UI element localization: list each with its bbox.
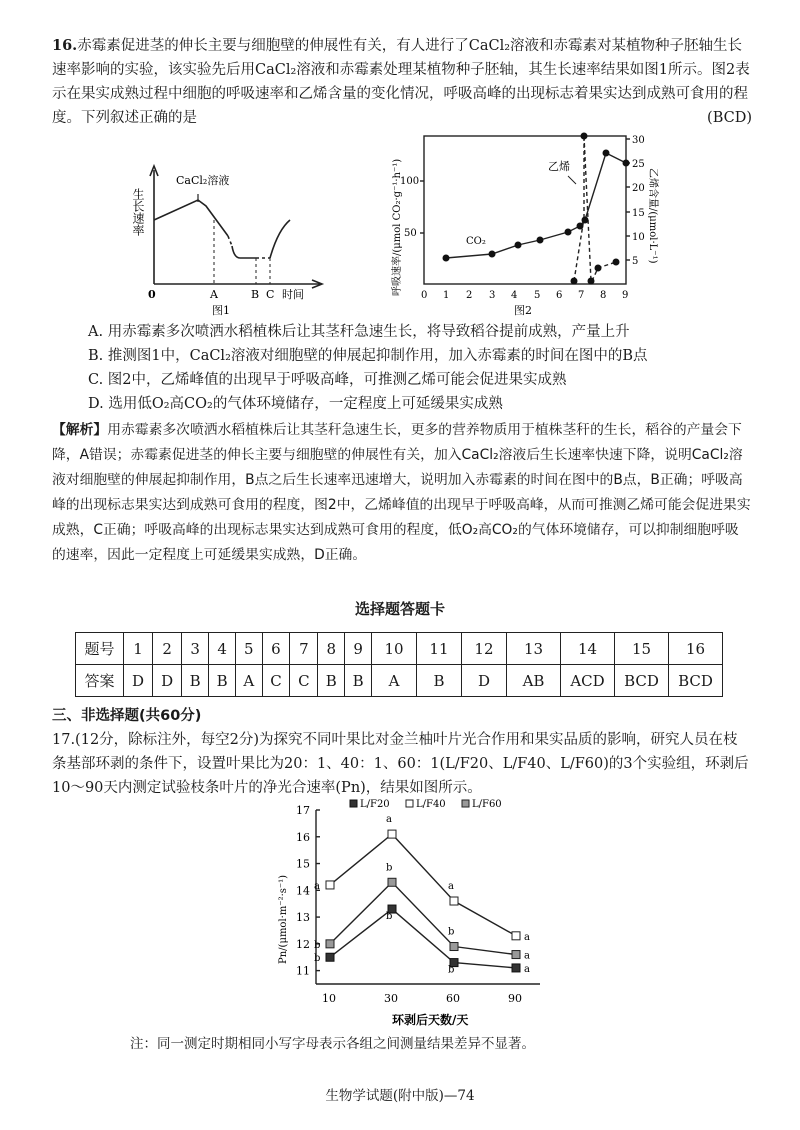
series-line-L/F40 (330, 834, 516, 936)
fig2-x-tick: 2 (466, 290, 473, 301)
fig2-x-tick: 6 (556, 290, 563, 301)
data-point-L/F40 (326, 881, 334, 889)
data-point-L/F60 (450, 943, 458, 951)
x-axis-label: 环剥后天数/天 (392, 1013, 469, 1027)
legend-label: L/F20 (360, 799, 390, 810)
section-3-heading: 三、非选择题(共60分) (52, 708, 202, 724)
data-point-L/F60 (388, 878, 396, 886)
chart-note: 注：同一测定时期相同小写字母表示各组之间测量结果差异不显著。 (130, 1036, 535, 1052)
fig2-caption: 图2 (514, 304, 532, 317)
fig2-x-tick: 5 (534, 290, 541, 301)
y-tick-label: 14 (296, 884, 310, 898)
number-cell: 15 (615, 633, 669, 665)
number-cell: 13 (507, 633, 561, 665)
significance-letter: a (524, 950, 530, 962)
fig1-caption: 图1 (212, 304, 230, 317)
number-cell: 14 (561, 633, 615, 665)
answer-cell: B (345, 665, 372, 697)
answer-cell: B (417, 665, 462, 697)
data-point-L/F40 (512, 932, 520, 940)
data-point-L/F40 (450, 897, 458, 905)
question-16-stem (52, 34, 752, 130)
data-point-L/F60 (326, 940, 334, 948)
number-cell: 3 (182, 633, 209, 665)
y-tick-label: 11 (296, 964, 310, 978)
question-16-text: 赤霉素促进茎的伸长主要与细胞壁的伸展性有关，有人进行了CaCl₂溶液和赤霉素对某植物种子胚轴生长速率影响的实验，该实验先后用CaCl₂溶液和赤霉素处理某植物种子胚轴，其生长速率结果如图1所示。图2表示在果实成熟过程中细胞的呼吸速率和乙烯含量的变化情况，呼吸高峰的出现标志着果实达到成熟可食用的程度。下列叙述正确的是 (52, 38, 750, 126)
significance-letter: a (524, 931, 530, 943)
fig1-origin: 0 (148, 288, 156, 301)
question-16-option-d: D. 选用低O₂高CO₂的气体环境储存，一定程度上可延缓果实成熟 (88, 396, 503, 412)
fig2-yl-tick-100: 100 (400, 176, 420, 187)
legend-marker (462, 800, 469, 807)
question-16-option-c: C. 图2中，乙烯峰值的出现早于呼吸高峰，可推测乙烯可能会促进果实成熟 (88, 372, 567, 388)
answer-cell: C (290, 665, 318, 697)
answer-cell: BCD (615, 665, 669, 697)
figure-1 (130, 158, 330, 318)
significance-letter: b (448, 926, 455, 938)
significance-letter: b (448, 964, 455, 976)
data-point-L/F20 (512, 964, 520, 972)
data-point-L/F20 (326, 953, 334, 961)
question-16-answer: (BCD) (707, 110, 752, 126)
y-tick-label: 13 (296, 911, 310, 925)
y-tick-label: 15 (296, 857, 310, 871)
fig2-yr-tick-30: 30 (632, 135, 645, 146)
significance-letter: a (524, 963, 530, 975)
x-tick-label: 90 (508, 992, 522, 1005)
x-tick-label: 30 (384, 992, 398, 1005)
answer-cell: C (262, 665, 290, 697)
fig2-yr-tick-5: 5 (632, 256, 639, 267)
x-tick-label: 10 (322, 992, 336, 1005)
question-16-analysis (52, 418, 752, 568)
y-axis-label: Pn/(μmol·m⁻²·s⁻¹) (278, 874, 289, 964)
fig2-x-tick: 0 (421, 290, 428, 301)
analysis-label: 【解析】 (52, 422, 108, 438)
number-cell: 4 (209, 633, 236, 665)
significance-letter: a (386, 814, 392, 826)
x-tick-label: 60 (446, 992, 460, 1005)
legend-marker (350, 800, 357, 807)
fig2-ethylene-label: 乙烯 (548, 160, 570, 173)
answer-card-answer-row (76, 665, 723, 697)
number-cell: 10 (372, 633, 417, 665)
number-cell: 2 (153, 633, 182, 665)
answer-card-number-row (76, 633, 723, 665)
fig2-x-tick: 3 (489, 290, 496, 301)
fig1-tick-a: A (210, 288, 218, 301)
answer-cell: BCD (669, 665, 723, 697)
answer-cell: B (182, 665, 209, 697)
number-cell: 5 (236, 633, 262, 665)
answer-cell: ACD (561, 665, 615, 697)
significance-letter: b (314, 939, 321, 951)
number-cell: 6 (262, 633, 290, 665)
legend-marker (406, 800, 413, 807)
significance-letter: b (386, 911, 393, 923)
fig1-annotation: CaCl₂溶液 (176, 174, 230, 187)
answer-card-title: 选择题答题卡 (354, 600, 445, 618)
analysis-text: 用赤霉素多次喷洒水稻植株后让其茎秆急速生长，更多的营养物质用于植株茎秆的生长，稻谷的产量会下降，A错误；赤霉素促进茎的伸长主要与细胞壁的伸展性有关，加入CaCl₂溶液后生长速率快速下降，说明CaCl₂溶液对细胞壁的伸展起抑制作用，B点之后生长速率迅速增大，说明加入赤霉素的时间在图中的B点，B正确；呼吸高峰的出现标志果实达到成熟可食用的程度，图2中，乙烯峰值的出现早于呼吸高峰，从而可推测乙烯可能会促进果实成熟，C正确；呼吸高峰的出现标志果实达到成熟可食用的程度，低O₂高CO₂的气体环境储存，可以抑制细胞呼吸的速率，因此一定程度上可延缓果实成熟，D正确。 (52, 422, 751, 563)
answer-cell: D (153, 665, 182, 697)
answer-cell: D (124, 665, 153, 697)
significance-letter: b (386, 862, 393, 874)
fig2-yr-tick-15: 15 (632, 208, 645, 219)
number-cell: 16 (669, 633, 723, 665)
significance-letter: a (314, 880, 320, 892)
fig1-xlabel: 时间 (282, 288, 304, 301)
fig2-ylabel-left: 呼吸速率/(μmol CO₂·g⁻¹·h⁻¹) (392, 158, 403, 296)
answer-cell: D (461, 665, 506, 697)
significance-letter: a (448, 881, 454, 893)
number-cell: 12 (461, 633, 506, 665)
fig2-x-tick: 9 (622, 290, 629, 301)
number-cell: 9 (345, 633, 372, 665)
fig1-tick-b: B (251, 288, 260, 301)
fig2-x-ticks (421, 290, 628, 301)
question-17-stem: 17.(12分，除标注外，每空2分)为探究不同叶果比对金兰柚叶片光合作用和果实品质的影响，研究人员在枝条基部环剥的条件下，设置叶果比为20：1、40：1、60：1(L/F20、L/F40、L/F60)的3个实验组，环剥后10～90天内测定试验枝条叶片的净光合速率(Pn)，结果如图所示。 (52, 732, 749, 796)
answer-card-table (75, 632, 723, 697)
fig1-tick-c: C (266, 288, 275, 301)
y-tick-label: 12 (296, 937, 310, 951)
legend-label: L/F40 (416, 799, 446, 810)
answer-cell: B (209, 665, 236, 697)
number-cell: 11 (417, 633, 462, 665)
question-16-number: 16. (52, 37, 78, 54)
fig2-yr-tick-25: 25 (632, 159, 645, 170)
row-label: 答案 (76, 665, 124, 697)
fig2-x-tick: 4 (511, 290, 518, 301)
number-cell: 8 (318, 633, 345, 665)
answer-cell: AB (507, 665, 561, 697)
legend-label: L/F60 (472, 799, 502, 810)
fig2-co2-label: CO₂ (466, 236, 486, 247)
answer-cell: A (236, 665, 262, 697)
number-cell: 7 (290, 633, 318, 665)
fig1-ylabel: 生长速率 (131, 188, 145, 236)
fig2-x-tick: 7 (578, 290, 585, 301)
fig2-yl-tick-50: 50 (404, 228, 417, 239)
fig2-x-tick: 8 (600, 290, 607, 301)
answer-cell: A (372, 665, 417, 697)
y-tick-label: 16 (296, 830, 310, 844)
number-cell: 1 (124, 633, 153, 665)
page-footer: 生物学试题(附中版)—74 (325, 1088, 475, 1104)
series-line-L/F60 (330, 882, 516, 954)
data-point-L/F40 (388, 830, 396, 838)
fig2-ylabel-right: 乙烯含量/(μmol·L⁻¹) (647, 168, 658, 264)
fig2-yr-tick-20: 20 (632, 183, 645, 194)
series-line-L/F20 (330, 909, 516, 968)
question-16-option-b: B. 推测图1中，CaCl₂溶液对细胞壁的伸展起抑制作用，加入赤霉素的时间在图中的B点 (88, 348, 648, 364)
figure-2 (378, 128, 678, 318)
y-tick-label: 17 (296, 804, 310, 817)
data-point-L/F60 (512, 951, 520, 959)
fig2-x-tick: 1 (443, 290, 450, 301)
fig2-yr-tick-10: 10 (632, 232, 645, 243)
answer-cell: B (318, 665, 345, 697)
pn-chart (270, 798, 560, 1034)
row-label: 题号 (76, 633, 124, 665)
significance-letter: b (314, 953, 321, 965)
question-16-option-a: A. 用赤霉素多次喷洒水稻植株后让其茎秆急速生长，将导致稻谷提前成熟，产量上升 (88, 324, 630, 340)
